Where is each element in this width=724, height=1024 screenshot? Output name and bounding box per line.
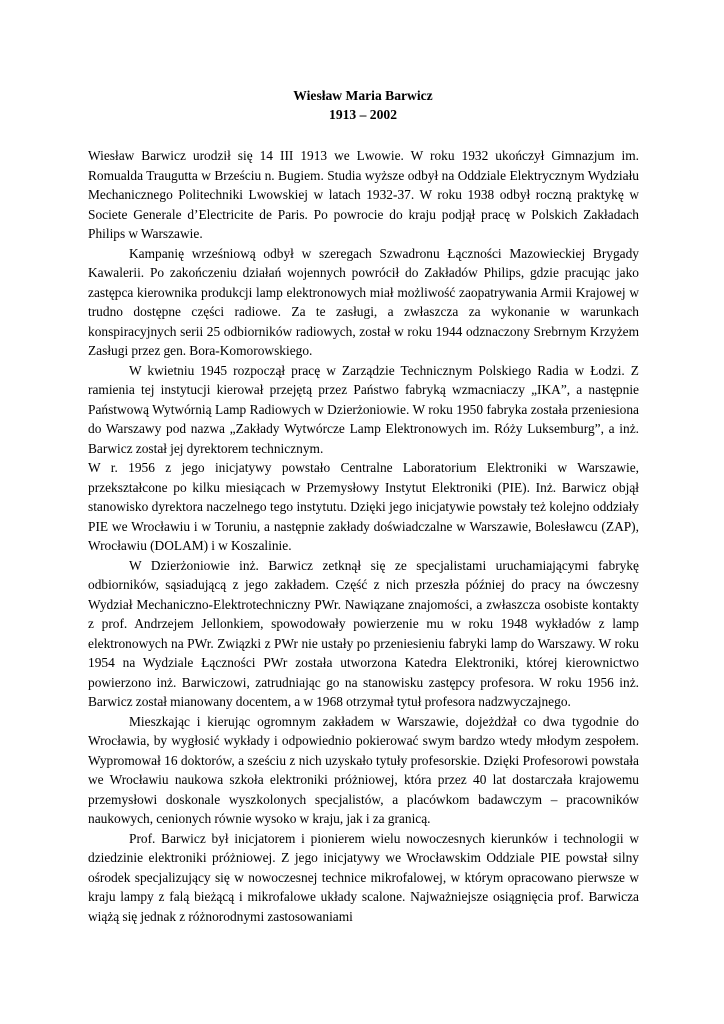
paragraph-pie-institute: W r. 1956 z jego inicjatywy powstało Centralne Laboratorium Elektroniki w Warszawie, przekształcone po kilku miesiącach w Przemysłowy Instytut Elektroniki (PIE). Inż. Barwicz objął stanowisko dyrektora naczelnego tego instytutu. Dzięki jego inicjatywie powstały też kolejno oddziały PIE we Wrocławiu i w Toruniu, a następnie zakłady doświadczalne w Warszawie, Bolesławcu (ZAP), Wrocławiu (DOLAM) i w Koszalinie. [88, 460, 639, 553]
paragraph-teaching: Mieszkając i kierując ogromnym zakładem w Warszawie, dojeżdżał co dwa tygodnie do Wrocławia, by wygłosić wykłady i odpowiednio pokierować swym bardzo wtedy młodym zespołem. Wypromował 16 doktorów, a sześciu z nich uzyskało tytuły profesorskie. Dzięki Profesorowi powstała we Wrocławiu naukowa szkoła elektroniki próżniowej, która przez 40 lat dostarczała krajowemu przemysłowi doskonale wyszkolonych specjalistów, a placówkom badawczym – pracowników naukowych, cenionych równie wysoko w kraju, jak i za granicą. [88, 713, 639, 826]
life-years-heading: 1913 – 2002 [329, 107, 397, 122]
biography-text [88, 146, 639, 926]
document-title-block [88, 86, 638, 124]
paragraph-achievements: Prof. Barwicz był inicjatorem i pionierem wielu nowoczesnych kierunków i technologii w dziedzinie elektroniki próżniowej. Z jego inicjatywy we Wrocławskim Oddziale PIE powstał silny ośrodek specjalizujący się w nowoczesnej technice mikrofalowej, w którym opracowano pierwsze w kraju lampy z falą bieżącą i mikrofalowe układy scalone. Najważniejsze osiągnięcia prof. Barwicza wiążą się jednak z różnorodnymi zastosowaniami [88, 830, 639, 924]
person-name-heading: Wiesław Maria Barwicz [293, 88, 433, 103]
paragraph-wroclaw-university: W Dzierżoniowie inż. Barwicz zetknął się ze specjalistami uruchamiającymi fabrykę odbiorników, sąsiadującą z jego zakładem. Część z nich przeszła później do pracy na ówczesny Wydział Mechaniczno-Elektrotechniczny PWr. Nawiązane znajomości, a zwłaszcza osobiste kontakty z prof. Andrzejem Jellonkiem, spowodowały powierzenie mu w roku 1948 wykładów z lamp elektronowych na PWr. Związki z PWr nie ustały po przeniesieniu fabryki lamp do Warszawy. W roku 1954 na Wydziale Łączności PWr została utworzona Katedra Elektroniki, której kierownictwo powierzono inż. Barwiczowi, zatrudniając go na stanowisku zastępcy profesora. W roku 1956 inż. Barwicz został mianowany docentem, a w 1968 otrzymał tytuł profesora nadzwyczajnego. [88, 557, 639, 709]
paragraph-war-service: Kampanię wrześniową odbył w szeregach Szwadronu Łączności Mazowieckiej Brygady Kawalerii. Po zakończeniu działań wojennych powrócił do Zakładów Philips, gdzie pracując jako zastępca kierownika produkcji lamp elektronowych miał możliwość zaopatrywania Armii Krajowej w trudno dostępne części radiowe. Za te zasługi, a zwłaszcza za wykonanie w warunkach konspiracyjnych serii 25 odbiorników radiowych, został w roku 1944 odznaczony Srebrnym Krzyżem Zasługi przez gen. Bora-Komorowskiego. [88, 245, 639, 358]
paragraph-polish-radio: W kwietniu 1945 rozpoczął pracę w Zarządzie Technicznym Polskiego Radia w Łodzi. Z ramienia tej instytucji kierował przejętą przez Państwo fabryką wzmacniaczy „IKA”, a następnie Państwową Wytwórnią Lamp Radiowych w Dzierżoniowie. W roku 1950 fabryka została przeniesiona do Warszawy pod nazwa „Zakłady Wytwórcze Lamp Elektronowych im. Róży Luksemburg”, a inż. Barwicz został jej dyrektorem technicznym. [88, 362, 639, 456]
paragraph-early-life: Wiesław Barwicz urodził się 14 III 1913 we Lwowie. W roku 1932 ukończył Gimnazjum im. Romualda Traugutta w Brześciu n. Bugiem. Studia wyższe odbył na Oddziale Elektrycznym Wydziału Mechanicznego Politechniki Lwowskiej w latach 1932-37. W roku 1938 odbył roczną praktykę w Societe Generale d’Electricite de Paris. Po powrocie do kraju podjął pracę w Polskich Zakładach Philips w Warszawie. [88, 148, 639, 241]
